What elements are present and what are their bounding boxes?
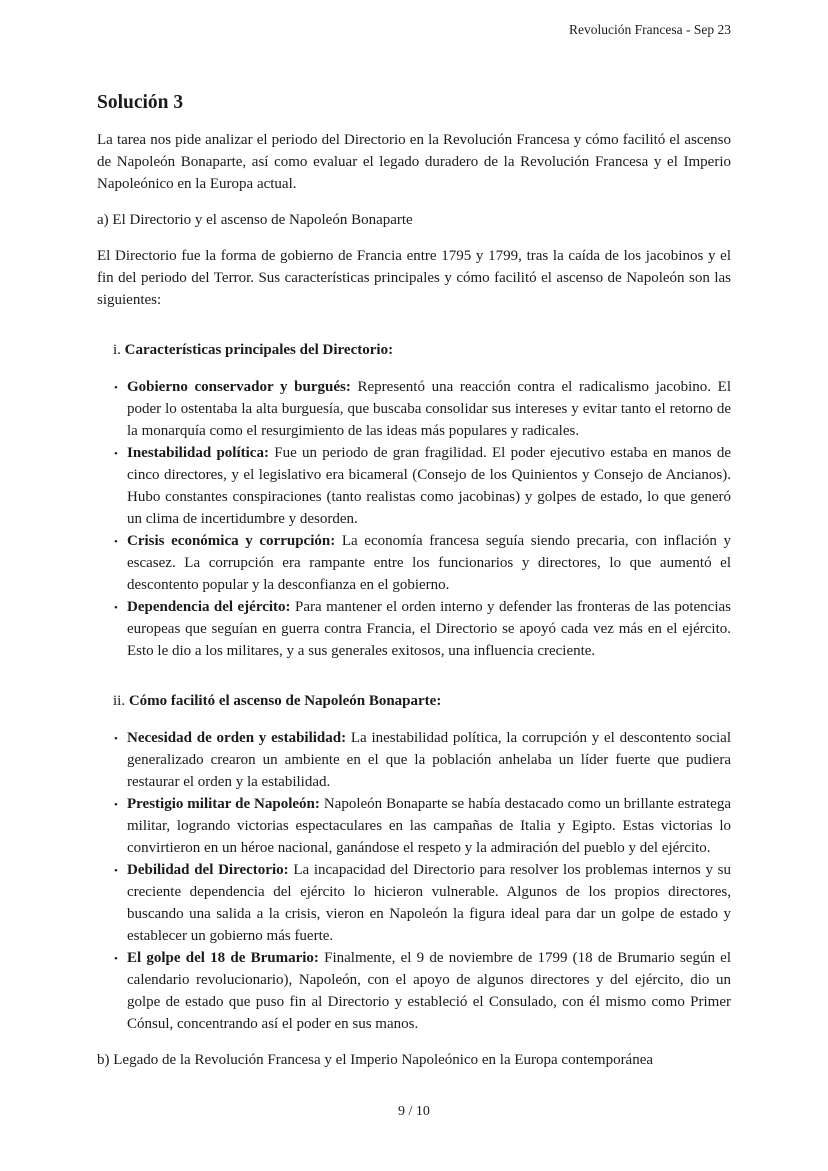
- list-item: [114, 859, 731, 947]
- list-item: [114, 596, 731, 662]
- list-item-text: Napoleón Bonaparte se había destacado como un brillante estratega militar, logrando victorias espectaculares en las campañas de Italia y Egipto. Estas victorias lo convirtieron en un héroe nacional, ganándose el respeto y la admiración del pueblo y del ejército.: [127, 796, 731, 856]
- intro-paragraph: La tarea nos pide analizar el periodo del Directorio en la Revolución Francesa y cómo facilitó el ascenso de Napoleón Bonaparte, así como evaluar el legado duradero de la Revolución Francesa y el Imperio Napoleónico en la Europa actual.: [97, 132, 731, 192]
- list-item-text: Fue un periodo de gran fragilidad. El poder ejecutivo estaba en manos de cinco directores, y el legislativo era bicameral (Consejo de los Quinientos y Consejo de Ancianos). Hubo constantes conspiraciones (tanto realistas como jacobinas) y golpes de estado, lo que generó un clima de incertidumbre y desorden.: [127, 445, 731, 527]
- running-header: Revolución Francesa - Sep 23: [569, 22, 731, 37]
- list-item-text: La inestabilidad política, la corrupción y el descontento social generalizado crearon un ambiente en el que la población anhelaba un líder fuerte que pudiera restaurar el orden y la estabilidad.: [127, 730, 731, 790]
- list-ii-heading-text: Cómo facilitó el ascenso de Napoleón Bonaparte:: [128, 693, 442, 709]
- list-item-term: El golpe del 18 de Brumario:: [127, 950, 319, 966]
- list-item-text: Representó una reacción contra el radicalismo jacobino. El poder lo ostentaba la alta burguesía, que buscaba consolidar sus intereses y evitar tanto el retorno de la monarquía como el resurgimiento de las ideas más populares y radicales.: [127, 379, 731, 439]
- list-ii-heading: [113, 690, 731, 712]
- page-number: 9 / 10: [398, 1104, 430, 1119]
- list-item: [114, 947, 731, 1035]
- bullet-icon: •: [114, 733, 118, 745]
- list-item-term: Debilidad del Directorio:: [127, 862, 289, 878]
- bullet-icon: •: [114, 448, 118, 460]
- list-i-marker: i.: [113, 342, 121, 358]
- list-item-term: Crisis económica y corrupción:: [127, 533, 336, 549]
- list-i-items: [97, 376, 731, 662]
- bullet-icon: •: [114, 865, 118, 877]
- bullet-icon: •: [114, 602, 118, 614]
- list-ii-items: [97, 727, 731, 1035]
- list-item-text: Para mantener el orden interno y defender las fronteras de las potencias europeas que seguían en guerra contra Francia, el Directorio se apoyó cada vez más en el ejército. Esto le dio a los militares, y a sus generales exitosos, una influencia creciente.: [127, 599, 732, 659]
- section-a-heading: a) El Directorio y el ascenso de Napoleón Bonaparte: [97, 212, 413, 228]
- list-i-heading: [113, 339, 731, 361]
- list-item-term: Inestabilidad política:: [127, 445, 269, 461]
- section-b-heading: b) Legado de la Revolución Francesa y el Imperio Napoleónico en la Europa contemporánea: [97, 1052, 654, 1068]
- list-item: [114, 376, 731, 442]
- list-item: [114, 530, 731, 596]
- directorio-paragraph: El Directorio fue la forma de gobierno de Francia entre 1795 y 1799, tras la caída de los jacobinos y el fin del periodo del Terror. Sus características principales y cómo facilitó el ascenso de Napoleón son las siguientes:: [97, 248, 731, 308]
- bullet-icon: •: [114, 799, 118, 811]
- bullet-icon: •: [114, 536, 118, 548]
- list-item-term: Gobierno conservador y burgués:: [127, 379, 351, 395]
- list-item: [114, 442, 731, 530]
- list-item-term: Prestigio militar de Napoleón:: [127, 796, 320, 812]
- list-item-text: La economía francesa seguía siendo precaria, con inflación y escasez. La corrupción era rampante entre los funcionarios y directores, lo que aumentó el descontento popular y la desconfianza en el gobierno.: [127, 533, 731, 593]
- list-item-text: La incapacidad del Directorio para resolver los problemas internos y su creciente dependencia del ejército lo hicieron vulnerable. Algunos de los propios directores, buscando una salida a la crisis, vieron en Napoleón la figura ideal para dar un golpe de estado y establecer un gobierno más fuerte.: [127, 862, 731, 944]
- bullet-icon: •: [114, 953, 118, 965]
- list-item: [114, 727, 731, 793]
- page-title: Solución 3: [97, 92, 184, 113]
- list-ii-marker: ii.: [113, 693, 126, 709]
- list-item: [114, 793, 731, 859]
- list-item-term: Dependencia del ejército:: [127, 599, 291, 615]
- list-i-heading-text: Características principales del Directorio:: [124, 342, 394, 358]
- list-item-text: Finalmente, el 9 de noviembre de 1799 (18 de Brumario según el calendario revolucionario), Napoleón, con el apoyo de algunos directores y del ejército, dio un golpe de estado que puso fin al Directorio y estableció el Consulado, con él mismo como Primer Cónsul, concentrando así el poder en sus manos.: [127, 950, 732, 1032]
- list-item-term: Necesidad de orden y estabilidad:: [127, 730, 347, 746]
- bullet-icon: •: [114, 382, 118, 394]
